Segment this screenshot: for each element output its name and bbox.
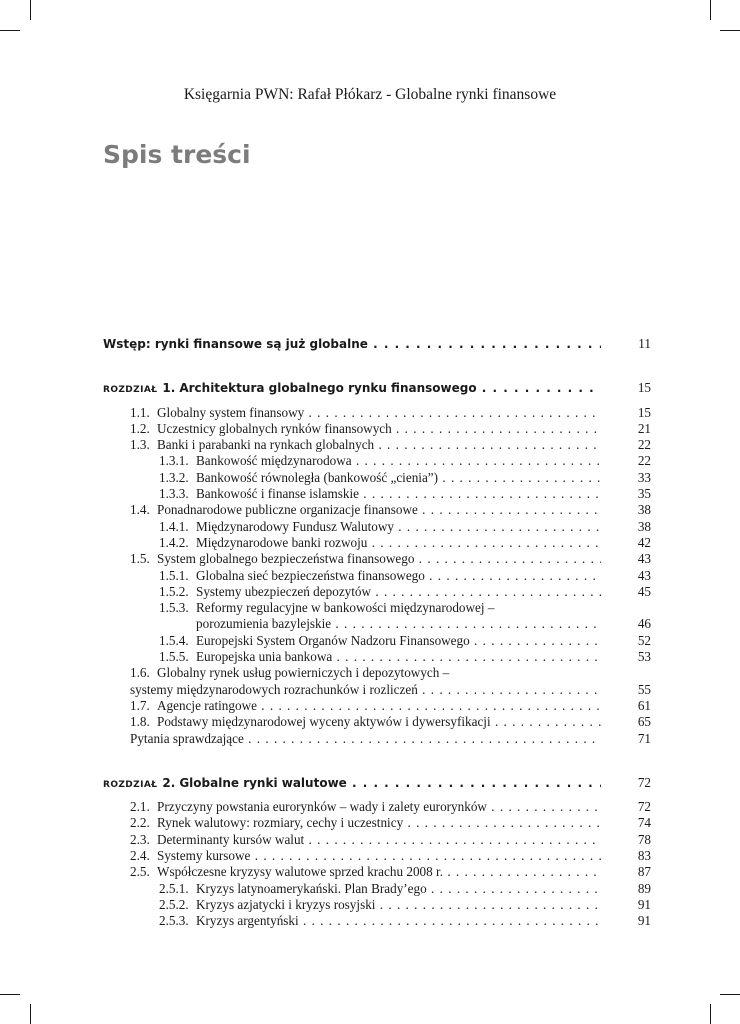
toc-entry-label (103, 380, 601, 398)
toc-entry-text: Bankowość międzynarodowa (196, 453, 352, 469)
toc-entry-number: 1.7. (130, 697, 150, 713)
toc-entry-number: 2. (162, 775, 176, 790)
toc-entry-number: 2.3. (130, 831, 150, 847)
crop-mark (0, 30, 20, 31)
toc-entry-page: 43 (637, 567, 651, 583)
toc-entry-label (103, 502, 601, 518)
crop-mark (710, 1004, 711, 1024)
toc-entry-page: 91 (637, 913, 651, 929)
toc-entry-text: Globalne rynki walutowe (179, 775, 347, 790)
toc-entry-label (103, 731, 601, 747)
toc-entry (103, 568, 651, 584)
toc-entry-text: Globalna sieć bezpieczeństwa finansowego (196, 567, 425, 583)
toc-entry (103, 665, 651, 681)
toc-entry (103, 502, 651, 518)
toc-entry-page: 72 (637, 774, 651, 790)
toc-entry-label (103, 815, 601, 831)
toc-entry (103, 864, 651, 880)
toc-entry (103, 698, 651, 714)
toc-entry (103, 848, 651, 864)
toc-entry-label (103, 551, 601, 567)
toc-entry (103, 682, 651, 698)
toc-entry-text: systemy międzynarodowych rozrachunków i rozliczeń (130, 681, 418, 697)
toc-entry (103, 799, 651, 815)
toc-entry (103, 453, 651, 469)
toc-entry (103, 616, 651, 632)
toc-entry-text: Pytania sprawdzające (130, 730, 244, 746)
toc-entry-page: 21 (637, 420, 651, 436)
toc-entry-number: 1.4.1. (159, 518, 189, 534)
toc-entry-label (103, 897, 601, 913)
toc-entry-text: Europejska unia bankowa (196, 649, 333, 665)
toc-entry-label (103, 421, 601, 437)
toc-entry-page: 52 (637, 632, 651, 648)
toc-entry-page: 89 (637, 880, 651, 896)
toc-entry-page: 15 (637, 380, 651, 396)
toc-entry-label (103, 864, 601, 880)
toc-entry-text: Kryzys azjatycki i kryzys rosyjski (196, 896, 376, 912)
toc-entry-text: Ponadnarodowe publiczne organizacje finansowe (157, 502, 418, 518)
toc-entry-page: 42 (637, 534, 651, 550)
toc-entry-text: porozumienia bazylejskie (196, 616, 332, 632)
toc-entry-text: Kryzys argentyński (196, 913, 299, 929)
toc-entry (103, 470, 651, 486)
toc-entry-page: 38 (637, 502, 651, 518)
toc-entry-page: 53 (637, 649, 651, 665)
toc-entry-label (103, 832, 601, 848)
toc-entry-text: Uczestnicy globalnych rynków finansowych (157, 420, 392, 436)
toc-entry-number: 1.5.3. (159, 600, 189, 616)
toc-entry-label (103, 881, 601, 897)
toc-entry-label (103, 453, 601, 469)
toc-entry-label (103, 535, 601, 551)
toc-entry (103, 913, 651, 929)
toc-entry-page: 78 (637, 831, 651, 847)
toc-entry-page: 71 (637, 730, 651, 746)
chapter-word: ROZDZIAŁ (103, 779, 158, 790)
crop-mark (30, 1004, 31, 1024)
toc-entry (103, 405, 651, 421)
toc-entry-number: 2.2. (130, 815, 150, 831)
toc-entry-number: 2.5.2. (159, 896, 189, 912)
toc-entry-text: Systemy kursowe (157, 848, 251, 864)
toc-entry-label (103, 568, 601, 584)
toc-entry-number: 1.1. (130, 404, 150, 420)
crop-mark (30, 0, 31, 20)
toc-entry-number: 1.3.1. (159, 453, 189, 469)
toc-entry-text: Systemy ubezpieczeń depozytów (196, 583, 372, 599)
toc-entry-page: 43 (637, 551, 651, 567)
toc-entry-label (103, 600, 601, 616)
toc-entry-text: Banki i parabanki na rynkach globalnych (157, 437, 375, 453)
toc-entry-page: 61 (637, 697, 651, 713)
toc-entry-label (103, 775, 601, 793)
toc-entry-label (103, 584, 601, 600)
toc-entry-number: 1.5.4. (159, 632, 189, 648)
toc-entry-number: 2.1. (130, 799, 150, 815)
toc-entry (103, 714, 651, 730)
toc-entry (103, 380, 651, 396)
toc-entry (103, 551, 651, 567)
toc-entry-number: 1.5.2. (159, 583, 189, 599)
toc-entry (103, 633, 651, 649)
toc-entry-label (103, 665, 601, 681)
toc-entry-number: 1.4. (130, 502, 150, 518)
toc-entry-text: Rynek walutowy: rozmiary, cechy i uczestnicy (157, 815, 404, 831)
toc-entry-number: 2.5. (130, 864, 150, 880)
toc-entry-text: Europejski System Organów Nadzoru Finansowego (196, 632, 470, 648)
toc-entry-text: Międzynarodowe banki rozwoju (196, 534, 368, 550)
toc-entry-page: 35 (637, 486, 651, 502)
toc-entry-page: 74 (637, 815, 651, 831)
toc-entry-label (103, 616, 601, 632)
toc-entry-page: 11 (638, 336, 651, 351)
toc-entry-text: Agencje ratingowe (157, 697, 257, 713)
toc-entry-label (103, 405, 601, 421)
toc-entry-text: Globalny system finansowy (157, 404, 305, 420)
toc-entry-text: Przyczyny powstania eurorynków – wady i zalety eurorynków (157, 799, 487, 815)
toc-entry-page: 87 (637, 864, 651, 880)
toc-entry-page: 38 (637, 518, 651, 534)
toc-entry (103, 535, 651, 551)
toc-entry-text: Kryzys latynoamerykański. Plan Brady’ego (196, 880, 427, 896)
table-of-contents (103, 336, 651, 930)
toc-entry-number: 1.8. (130, 714, 150, 730)
toc-entry-number: 2.5.3. (159, 913, 189, 929)
toc-entry (103, 584, 651, 600)
toc-entry-number: 1.3.2. (159, 469, 189, 485)
toc-entry (103, 600, 651, 616)
toc-entry-text: Wstęp: rynki finansowe są już globalne (103, 337, 368, 351)
toc-entry-label (103, 799, 601, 815)
toc-entry (103, 881, 651, 897)
toc-entry (103, 731, 651, 747)
toc-entry-number: 1.5.1. (159, 567, 189, 583)
toc-entry-text: Bankowość równoległa (bankowość „cienia”) (196, 469, 439, 485)
toc-entry-number: 1.3.3. (159, 486, 189, 502)
toc-entry-label (103, 519, 601, 535)
toc-entry (103, 897, 651, 913)
toc-entry (103, 519, 651, 535)
toc-entry-number: 1.2. (130, 420, 150, 436)
toc-entry-label (103, 848, 601, 864)
toc-entry-number: 1. (162, 381, 176, 396)
toc-entry-label (103, 714, 601, 730)
toc-entry-text: System globalnego bezpieczeństwa finansowego (157, 551, 415, 567)
toc-entry (103, 486, 651, 502)
toc-entry-number: 1.5.5. (159, 649, 189, 665)
toc-entry-label (103, 470, 601, 486)
page-title: Spis treści (103, 140, 251, 169)
toc-entry-number: 1.3. (130, 437, 150, 453)
toc-entry-label (103, 649, 601, 665)
toc-entry-text: Reformy regulacyjne w bankowości międzynarodowej – (196, 600, 495, 616)
toc-entry-label (103, 913, 601, 929)
crop-mark (710, 0, 711, 20)
toc-entry-page: 33 (637, 469, 651, 485)
toc-entry (103, 815, 651, 831)
toc-entry-page: 72 (637, 799, 651, 815)
toc-entry-page: 15 (637, 404, 651, 420)
toc-entry-page: 45 (637, 583, 651, 599)
toc-entry-text: Architektura globalnego rynku finansowego (179, 381, 477, 396)
toc-entry-number: 1.5. (130, 551, 150, 567)
toc-entry (103, 832, 651, 848)
page-header: Księgarnia PWN: Rafał Płókarz - Globalne rynki finansowe (183, 86, 557, 103)
toc-entry-text: Bankowość i finanse islamskie (196, 486, 359, 502)
toc-entry-text: Współczesne kryzysy walutowe sprzed krachu 2008 r. (157, 864, 444, 880)
toc-entry-label (103, 437, 601, 453)
toc-entry-page: 91 (637, 896, 651, 912)
crop-mark (0, 994, 20, 995)
toc-entry-text: Podstawy międzynarodowej wyceny aktywów i dywersyfikacji (157, 714, 491, 730)
toc-entry-label (103, 336, 601, 352)
toc-entry-text: Determinanty kursów walut (157, 831, 305, 847)
toc-entry (103, 437, 651, 453)
toc-entry-page: 22 (637, 453, 651, 469)
toc-entry-number: 2.4. (130, 848, 150, 864)
toc-entry-number: 1.4.2. (159, 534, 189, 550)
toc-entry-label (103, 682, 601, 698)
toc-entry-label (103, 486, 601, 502)
toc-entry-number: 2.5.1. (159, 880, 189, 896)
toc-entry-page: 65 (637, 714, 651, 730)
toc-entry-page: 22 (637, 437, 651, 453)
toc-entry-label (103, 698, 601, 714)
toc-entry-text: Międzynarodowy Fundusz Walutowy (196, 518, 394, 534)
toc-entry-number: 1.6. (130, 665, 150, 681)
crop-mark (720, 994, 740, 995)
toc-entry (103, 336, 651, 352)
toc-entry (103, 775, 651, 791)
toc-entry (103, 421, 651, 437)
toc-entry-label (103, 633, 601, 649)
crop-mark (720, 30, 740, 31)
toc-entry (103, 649, 651, 665)
toc-entry-page: 55 (637, 681, 651, 697)
chapter-word: ROZDZIAŁ (103, 385, 158, 396)
toc-entry-page: 46 (637, 616, 651, 632)
toc-entry-text: Globalny rynek usług powierniczych i depozytowych – (157, 665, 450, 681)
toc-entry-page: 83 (637, 848, 651, 864)
